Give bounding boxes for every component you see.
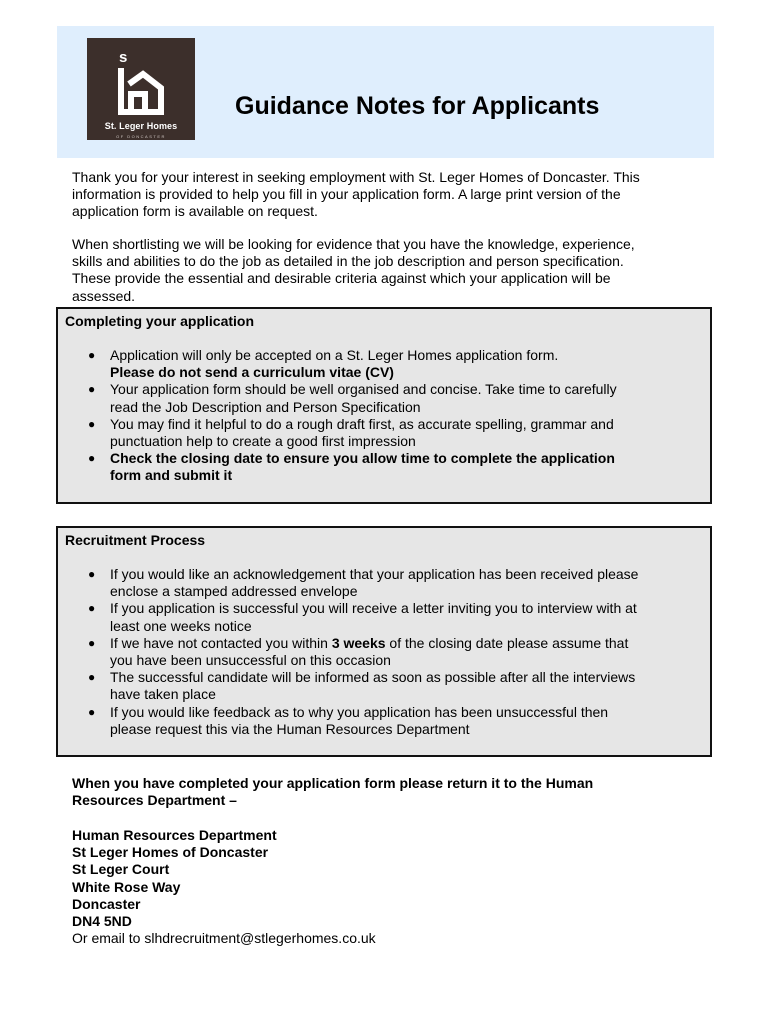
- list-item: [58, 635, 678, 669]
- logo-mark: s: [119, 49, 128, 66]
- item-text: punctuation help to create a good first impression: [110, 433, 416, 450]
- intro-paragraph-1: [72, 169, 722, 221]
- text-run: If we have not contacted you within: [110, 634, 332, 651]
- house-icon: [87, 38, 195, 122]
- text-line: When shortlisting we will be looking for evidence that you have the knowledge, experience,: [72, 236, 635, 252]
- item-text: If you would like an acknowledgement that your application has been received please: [110, 566, 639, 582]
- return-instructions: [72, 775, 712, 809]
- text-line: information is provided to help you fill in your application form. A large print version of the: [72, 186, 621, 203]
- bullet-icon: ●: [88, 601, 96, 616]
- list-item: [58, 416, 678, 450]
- box-title: Recruitment Process: [65, 532, 206, 548]
- list-item: [58, 347, 678, 381]
- text-line: Resources Department –: [72, 792, 237, 809]
- item-text: You may find it helpful to do a rough draft first, as accurate spelling, grammar and: [110, 415, 614, 432]
- item-text: [110, 635, 678, 652]
- bullet-icon: ●: [88, 704, 96, 719]
- bullet-icon: ●: [88, 670, 96, 685]
- recruitment-process-box: [56, 526, 712, 757]
- header-banner: [57, 26, 714, 158]
- address-line: Human Resources Department: [72, 827, 277, 843]
- text-line: These provide the essential and desirable criteria against which your application will be: [72, 270, 611, 287]
- item-text: have taken place: [110, 686, 216, 703]
- bullet-icon: ●: [88, 567, 96, 581]
- item-text-bold: form and submit it: [110, 467, 233, 484]
- text-line: Thank you for your interest in seeking employment with St. Leger Homes of Doncaster. This: [72, 169, 640, 185]
- item-text: read the Job Description and Person Specification: [110, 398, 421, 415]
- page-title: Guidance Notes for Applicants: [235, 92, 600, 120]
- bullet-icon: ●: [88, 348, 96, 362]
- item-text: The successful candidate will be informed as soon as possible after all the interviews: [110, 669, 636, 686]
- text-line: assessed.: [72, 287, 136, 304]
- item-text: you have been unsuccessful on this occasion: [110, 652, 391, 669]
- text-run-bold: 3 weeks: [331, 634, 386, 651]
- text-line: When you have completed your application form please return it to the Human: [72, 775, 594, 791]
- hr-address: [72, 827, 712, 947]
- item-text: If you would like feedback as to why you application has been unsuccessful then: [110, 703, 609, 720]
- bullet-list: [58, 347, 678, 485]
- item-text: Application will only be accepted on a St. Leger Homes application form.: [110, 347, 559, 363]
- list-item: [58, 600, 678, 634]
- completing-application-box: [56, 307, 712, 504]
- list-item: [58, 566, 678, 600]
- text-line: skills and abilities to do the job as detailed in the job description and person specification.: [72, 253, 624, 270]
- list-item: [58, 381, 678, 415]
- bullet-icon: ●: [88, 416, 96, 431]
- intro-paragraph-2: [72, 236, 722, 305]
- list-item: [58, 704, 678, 738]
- item-text-bold: Check the closing date to ensure you allow time to complete the application: [110, 450, 615, 467]
- item-text: please request this via the Human Resources Department: [110, 720, 470, 737]
- address-line: DN4 5ND: [72, 913, 132, 930]
- bullet-list: [58, 566, 678, 738]
- item-text: enclose a stamped addressed envelope: [110, 583, 358, 600]
- bullet-icon: ●: [88, 382, 96, 397]
- item-text: Your application form should be well organised and concise. Take time to carefully: [110, 381, 617, 398]
- item-text: If you application is successful you will receive a letter inviting you to interview with at: [110, 600, 637, 617]
- bullet-icon: ●: [88, 635, 96, 650]
- bullet-icon: ●: [88, 451, 96, 466]
- logo-name: St. Leger Homes: [104, 121, 178, 131]
- address-line: Doncaster: [72, 895, 141, 912]
- text-line: application form is available on request.: [72, 203, 318, 220]
- address-line: St Leger Homes of Doncaster: [72, 844, 269, 861]
- logo-subtitle: OF DONCASTER: [116, 134, 166, 139]
- box-title: Completing your application: [65, 313, 255, 329]
- list-item: [58, 669, 678, 703]
- address-line: St Leger Court: [72, 861, 170, 878]
- item-text-bold: Please do not send a curriculum vitae (CV): [110, 364, 394, 381]
- address-line: White Rose Way: [72, 878, 181, 895]
- email-line: Or email to slhdrecruitment@stlegerhomes.co.uk: [72, 930, 376, 947]
- st-leger-homes-logo: [87, 38, 195, 140]
- list-item: [58, 450, 678, 484]
- text-run: of the closing date please assume that: [385, 634, 629, 651]
- item-text: least one weeks notice: [110, 617, 252, 634]
